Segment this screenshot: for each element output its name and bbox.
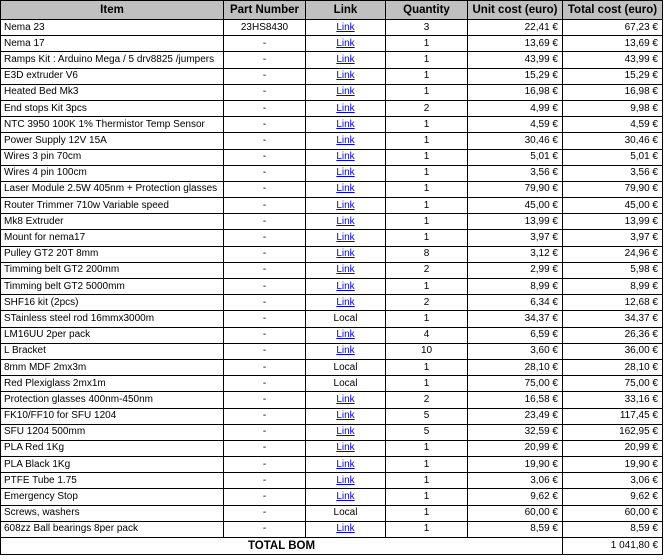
cell-link: Local bbox=[306, 311, 386, 327]
cell-total-cost: 3,56 € bbox=[563, 165, 663, 181]
cell-quantity: 1 bbox=[386, 489, 468, 505]
cell-item: Nema 23 bbox=[1, 20, 224, 36]
header-total-cost: Total cost (euro) bbox=[563, 1, 663, 20]
cell-item: FK10/FF10 for SFU 1204 bbox=[1, 408, 224, 424]
table-row bbox=[1, 36, 663, 52]
cell-total-cost: 13,69 € bbox=[563, 36, 663, 52]
cell-total-cost: 45,00 € bbox=[563, 198, 663, 214]
cell-unit-cost: 60,00 € bbox=[468, 505, 563, 521]
table-row bbox=[1, 359, 663, 375]
cell-total-cost: 5,01 € bbox=[563, 149, 663, 165]
cell-unit-cost: 43,99 € bbox=[468, 52, 563, 68]
bom-body bbox=[1, 20, 663, 538]
cell-item: Protection glasses 400nm-450nm bbox=[1, 392, 224, 408]
item-link[interactable]: Link bbox=[336, 21, 355, 33]
item-link[interactable]: Link bbox=[336, 491, 355, 503]
table-row bbox=[1, 295, 663, 311]
cell-link bbox=[306, 457, 386, 473]
cell-quantity: 1 bbox=[386, 198, 468, 214]
cell-total-cost: 3,06 € bbox=[563, 473, 663, 489]
table-row bbox=[1, 214, 663, 230]
cell-link bbox=[306, 327, 386, 343]
cell-part-number: - bbox=[224, 198, 306, 214]
cell-link bbox=[306, 52, 386, 68]
cell-quantity: 1 bbox=[386, 52, 468, 68]
cell-unit-cost: 3,60 € bbox=[468, 343, 563, 359]
header-link: Link bbox=[306, 1, 386, 20]
cell-link bbox=[306, 165, 386, 181]
cell-total-cost: 8,99 € bbox=[563, 279, 663, 295]
cell-unit-cost: 79,90 € bbox=[468, 181, 563, 197]
cell-quantity: 1 bbox=[386, 359, 468, 375]
item-link[interactable]: Link bbox=[336, 215, 355, 227]
cell-link bbox=[306, 149, 386, 165]
item-link[interactable]: Link bbox=[336, 393, 355, 405]
table-row bbox=[1, 149, 663, 165]
item-link[interactable]: Link bbox=[336, 458, 355, 470]
cell-quantity: 1 bbox=[386, 36, 468, 52]
cell-unit-cost: 32,59 € bbox=[468, 424, 563, 440]
cell-item: SFU 1204 500mm bbox=[1, 424, 224, 440]
item-link[interactable]: Link bbox=[336, 474, 355, 486]
cell-unit-cost: 19,90 € bbox=[468, 457, 563, 473]
cell-item: PTFE Tube 1.75 bbox=[1, 473, 224, 489]
cell-link bbox=[306, 424, 386, 440]
item-link[interactable]: Link bbox=[336, 410, 355, 422]
table-row bbox=[1, 392, 663, 408]
cell-quantity: 8 bbox=[386, 246, 468, 262]
cell-quantity: 5 bbox=[386, 408, 468, 424]
cell-unit-cost: 3,97 € bbox=[468, 230, 563, 246]
cell-unit-cost: 45,00 € bbox=[468, 198, 563, 214]
cell-quantity: 10 bbox=[386, 343, 468, 359]
header-part-number: Part Number bbox=[224, 1, 306, 20]
cell-unit-cost: 3,56 € bbox=[468, 165, 563, 181]
cell-part-number: - bbox=[224, 165, 306, 181]
cell-link bbox=[306, 295, 386, 311]
table-row bbox=[1, 68, 663, 84]
cell-total-cost: 117,45 € bbox=[563, 408, 663, 424]
cell-item: Ramps Kit : Arduino Mega / 5 drv8825 /jumpers bbox=[1, 52, 224, 68]
total-bom-value: 1 041,80 € bbox=[563, 538, 663, 555]
item-link[interactable]: Link bbox=[336, 232, 355, 244]
item-link[interactable]: Link bbox=[336, 264, 355, 276]
cell-item: Red Plexiglass 2mx1m bbox=[1, 376, 224, 392]
cell-item: PLA Red 1Kg bbox=[1, 440, 224, 456]
item-link[interactable]: Link bbox=[336, 151, 355, 163]
table-row bbox=[1, 279, 663, 295]
item-link[interactable]: Link bbox=[336, 167, 355, 179]
cell-unit-cost: 3,12 € bbox=[468, 246, 563, 262]
cell-quantity: 1 bbox=[386, 84, 468, 100]
cell-item: Mk8 Extruder bbox=[1, 214, 224, 230]
cell-total-cost: 26,36 € bbox=[563, 327, 663, 343]
cell-part-number: - bbox=[224, 133, 306, 149]
cell-link bbox=[306, 392, 386, 408]
cell-unit-cost: 8,59 € bbox=[468, 521, 563, 537]
cell-total-cost: 60,00 € bbox=[563, 505, 663, 521]
cell-total-cost: 24,96 € bbox=[563, 246, 663, 262]
cell-total-cost: 20,99 € bbox=[563, 440, 663, 456]
table-row bbox=[1, 246, 663, 262]
cell-total-cost: 34,37 € bbox=[563, 311, 663, 327]
cell-total-cost: 19,90 € bbox=[563, 457, 663, 473]
cell-link: Local bbox=[306, 505, 386, 521]
cell-quantity: 2 bbox=[386, 100, 468, 116]
table-row bbox=[1, 327, 663, 343]
cell-part-number: - bbox=[224, 327, 306, 343]
cell-item: Screws, washers bbox=[1, 505, 224, 521]
cell-unit-cost: 20,99 € bbox=[468, 440, 563, 456]
item-link[interactable]: Link bbox=[336, 134, 355, 146]
cell-part-number: - bbox=[224, 343, 306, 359]
cell-item: L Bracket bbox=[1, 343, 224, 359]
cell-unit-cost: 22,41 € bbox=[468, 20, 563, 36]
item-link[interactable]: Link bbox=[336, 426, 355, 438]
cell-part-number: - bbox=[224, 424, 306, 440]
table-row bbox=[1, 311, 663, 327]
cell-item: End stops Kit 3pcs bbox=[1, 100, 224, 116]
item-link[interactable]: Link bbox=[336, 442, 355, 454]
item-link[interactable]: Link bbox=[336, 53, 355, 65]
cell-total-cost: 9,62 € bbox=[563, 489, 663, 505]
cell-total-cost: 8,59 € bbox=[563, 521, 663, 537]
cell-item: 608zz Ball bearings 8per pack bbox=[1, 521, 224, 537]
cell-total-cost: 43,99 € bbox=[563, 52, 663, 68]
cell-link: Local bbox=[306, 359, 386, 375]
table-row bbox=[1, 84, 663, 100]
cell-quantity: 1 bbox=[386, 68, 468, 84]
cell-item: Emergency Stop bbox=[1, 489, 224, 505]
cell-part-number: - bbox=[224, 505, 306, 521]
cell-unit-cost: 2,99 € bbox=[468, 262, 563, 278]
cell-unit-cost: 75,00 € bbox=[468, 376, 563, 392]
cell-part-number: - bbox=[224, 359, 306, 375]
cell-item: Power Supply 12V 15A bbox=[1, 133, 224, 149]
cell-item: Wires 3 pin 70cm bbox=[1, 149, 224, 165]
cell-quantity: 4 bbox=[386, 327, 468, 343]
cell-link bbox=[306, 230, 386, 246]
cell-link bbox=[306, 473, 386, 489]
cell-unit-cost: 30,46 € bbox=[468, 133, 563, 149]
table-row bbox=[1, 424, 663, 440]
cell-link bbox=[306, 279, 386, 295]
cell-part-number: - bbox=[224, 214, 306, 230]
cell-item: Timming belt GT2 200mm bbox=[1, 262, 224, 278]
cell-part-number: - bbox=[224, 230, 306, 246]
table-row bbox=[1, 440, 663, 456]
cell-part-number: - bbox=[224, 489, 306, 505]
cell-part-number: - bbox=[224, 440, 306, 456]
cell-quantity: 1 bbox=[386, 165, 468, 181]
cell-part-number: - bbox=[224, 68, 306, 84]
cell-link bbox=[306, 181, 386, 197]
table-row bbox=[1, 181, 663, 197]
total-bom-label: TOTAL BOM bbox=[1, 538, 563, 555]
cell-item: 8mm MDF 2mx3m bbox=[1, 359, 224, 375]
cell-unit-cost: 9,62 € bbox=[468, 489, 563, 505]
item-link[interactable]: Link bbox=[336, 329, 355, 341]
table-row bbox=[1, 408, 663, 424]
cell-link bbox=[306, 117, 386, 133]
cell-link bbox=[306, 521, 386, 537]
cell-part-number: - bbox=[224, 181, 306, 197]
cell-unit-cost: 13,69 € bbox=[468, 36, 563, 52]
table-row bbox=[1, 117, 663, 133]
cell-part-number: - bbox=[224, 84, 306, 100]
cell-unit-cost: 16,58 € bbox=[468, 392, 563, 408]
table-row bbox=[1, 457, 663, 473]
cell-part-number: - bbox=[224, 36, 306, 52]
cell-total-cost: 13,99 € bbox=[563, 214, 663, 230]
cell-quantity: 1 bbox=[386, 181, 468, 197]
cell-unit-cost: 6,59 € bbox=[468, 327, 563, 343]
cell-part-number: - bbox=[224, 392, 306, 408]
cell-item: Timming belt GT2 5000mm bbox=[1, 279, 224, 295]
cell-unit-cost: 15,29 € bbox=[468, 68, 563, 84]
item-link[interactable]: Link bbox=[336, 345, 355, 357]
cell-total-cost: 67,23 € bbox=[563, 20, 663, 36]
cell-unit-cost: 28,10 € bbox=[468, 359, 563, 375]
cell-link bbox=[306, 214, 386, 230]
cell-link bbox=[306, 84, 386, 100]
table-row bbox=[1, 505, 663, 521]
header-item: Item bbox=[1, 1, 224, 20]
cell-part-number: - bbox=[224, 149, 306, 165]
header-row bbox=[1, 1, 663, 20]
cell-unit-cost: 3,06 € bbox=[468, 473, 563, 489]
cell-unit-cost: 4,59 € bbox=[468, 117, 563, 133]
cell-part-number: - bbox=[224, 521, 306, 537]
cell-quantity: 1 bbox=[386, 521, 468, 537]
cell-total-cost: 9,98 € bbox=[563, 100, 663, 116]
cell-total-cost: 16,98 € bbox=[563, 84, 663, 100]
cell-item: Pulley GT2 20T 8mm bbox=[1, 246, 224, 262]
table-row bbox=[1, 473, 663, 489]
cell-part-number: - bbox=[224, 311, 306, 327]
cell-unit-cost: 8,99 € bbox=[468, 279, 563, 295]
table-row bbox=[1, 376, 663, 392]
cell-unit-cost: 5,01 € bbox=[468, 149, 563, 165]
cell-total-cost: 28,10 € bbox=[563, 359, 663, 375]
cell-link bbox=[306, 440, 386, 456]
cell-item: STainless steel rod 16mmx3000m bbox=[1, 311, 224, 327]
item-link[interactable]: Link bbox=[336, 296, 355, 308]
cell-item: SHF16 kit (2pcs) bbox=[1, 295, 224, 311]
item-link[interactable]: Link bbox=[336, 102, 355, 114]
cell-item: Heated Bed Mk3 bbox=[1, 84, 224, 100]
cell-total-cost: 4,59 € bbox=[563, 117, 663, 133]
cell-unit-cost: 16,98 € bbox=[468, 84, 563, 100]
table-row bbox=[1, 52, 663, 68]
item-link[interactable]: Link bbox=[336, 523, 355, 535]
cell-part-number: - bbox=[224, 279, 306, 295]
cell-total-cost: 12,68 € bbox=[563, 295, 663, 311]
item-link[interactable]: Link bbox=[336, 248, 355, 260]
table-row bbox=[1, 165, 663, 181]
cell-link bbox=[306, 133, 386, 149]
cell-item: Mount for nema17 bbox=[1, 230, 224, 246]
cell-part-number: - bbox=[224, 295, 306, 311]
cell-total-cost: 36,00 € bbox=[563, 343, 663, 359]
table-row bbox=[1, 521, 663, 537]
cell-quantity: 1 bbox=[386, 230, 468, 246]
cell-unit-cost: 23,49 € bbox=[468, 408, 563, 424]
cell-total-cost: 5,98 € bbox=[563, 262, 663, 278]
total-row bbox=[1, 538, 663, 555]
cell-part-number: - bbox=[224, 246, 306, 262]
cell-total-cost: 33,16 € bbox=[563, 392, 663, 408]
cell-unit-cost: 6,34 € bbox=[468, 295, 563, 311]
table-row bbox=[1, 343, 663, 359]
cell-item: E3D extruder V6 bbox=[1, 68, 224, 84]
cell-link bbox=[306, 343, 386, 359]
cell-link bbox=[306, 100, 386, 116]
cell-item: Wires 4 pin 100cm bbox=[1, 165, 224, 181]
cell-link bbox=[306, 198, 386, 214]
cell-part-number: - bbox=[224, 117, 306, 133]
cell-part-number: 23HS8430 bbox=[224, 20, 306, 36]
cell-quantity: 2 bbox=[386, 295, 468, 311]
cell-unit-cost: 4,99 € bbox=[468, 100, 563, 116]
cell-quantity: 5 bbox=[386, 424, 468, 440]
cell-item: Nema 17 bbox=[1, 36, 224, 52]
cell-quantity: 1 bbox=[386, 133, 468, 149]
cell-quantity: 2 bbox=[386, 262, 468, 278]
cell-part-number: - bbox=[224, 262, 306, 278]
item-link[interactable]: Link bbox=[336, 70, 355, 82]
cell-item: PLA Black 1Kg bbox=[1, 457, 224, 473]
cell-total-cost: 30,46 € bbox=[563, 133, 663, 149]
table-row bbox=[1, 489, 663, 505]
cell-quantity: 1 bbox=[386, 376, 468, 392]
cell-part-number: - bbox=[224, 408, 306, 424]
cell-quantity: 1 bbox=[386, 473, 468, 489]
cell-quantity: 1 bbox=[386, 214, 468, 230]
cell-quantity: 1 bbox=[386, 440, 468, 456]
item-link[interactable]: Link bbox=[336, 86, 355, 98]
cell-total-cost: 3,97 € bbox=[563, 230, 663, 246]
cell-link: Local bbox=[306, 376, 386, 392]
cell-link bbox=[306, 246, 386, 262]
cell-unit-cost: 13,99 € bbox=[468, 214, 563, 230]
cell-link bbox=[306, 68, 386, 84]
cell-quantity: 1 bbox=[386, 279, 468, 295]
cell-item: Router Trimmer 710w Variable speed bbox=[1, 198, 224, 214]
cell-item: NTC 3950 100K 1% Thermistor Temp Sensor bbox=[1, 117, 224, 133]
cell-link bbox=[306, 408, 386, 424]
cell-link bbox=[306, 489, 386, 505]
table-row bbox=[1, 20, 663, 36]
cell-quantity: 1 bbox=[386, 457, 468, 473]
item-link[interactable]: Link bbox=[336, 37, 355, 49]
cell-link bbox=[306, 20, 386, 36]
cell-quantity: 2 bbox=[386, 392, 468, 408]
header-unit-cost: Unit cost (euro) bbox=[468, 1, 563, 20]
cell-quantity: 1 bbox=[386, 311, 468, 327]
table-row bbox=[1, 230, 663, 246]
table-row bbox=[1, 262, 663, 278]
item-link[interactable]: Link bbox=[336, 183, 355, 195]
cell-part-number: - bbox=[224, 473, 306, 489]
cell-item: LM16UU 2per pack bbox=[1, 327, 224, 343]
cell-quantity: 1 bbox=[386, 117, 468, 133]
cell-link bbox=[306, 36, 386, 52]
cell-quantity: 1 bbox=[386, 505, 468, 521]
cell-part-number: - bbox=[224, 52, 306, 68]
table-row bbox=[1, 100, 663, 116]
table-row bbox=[1, 133, 663, 149]
cell-quantity: 1 bbox=[386, 149, 468, 165]
cell-part-number: - bbox=[224, 100, 306, 116]
table-row bbox=[1, 198, 663, 214]
cell-total-cost: 79,90 € bbox=[563, 181, 663, 197]
item-link[interactable]: Link bbox=[336, 199, 355, 211]
cell-quantity: 3 bbox=[386, 20, 468, 36]
cell-total-cost: 15,29 € bbox=[563, 68, 663, 84]
cell-item: Laser Module 2.5W 405nm + Protection glasses bbox=[1, 181, 224, 197]
cell-part-number: - bbox=[224, 376, 306, 392]
cell-link bbox=[306, 262, 386, 278]
cell-total-cost: 162,95 € bbox=[563, 424, 663, 440]
cell-part-number: - bbox=[224, 457, 306, 473]
cell-unit-cost: 34,37 € bbox=[468, 311, 563, 327]
header-quantity: Quantity bbox=[386, 1, 468, 20]
item-link[interactable]: Link bbox=[336, 280, 355, 292]
item-link[interactable]: Link bbox=[336, 118, 355, 130]
cell-total-cost: 75,00 € bbox=[563, 376, 663, 392]
